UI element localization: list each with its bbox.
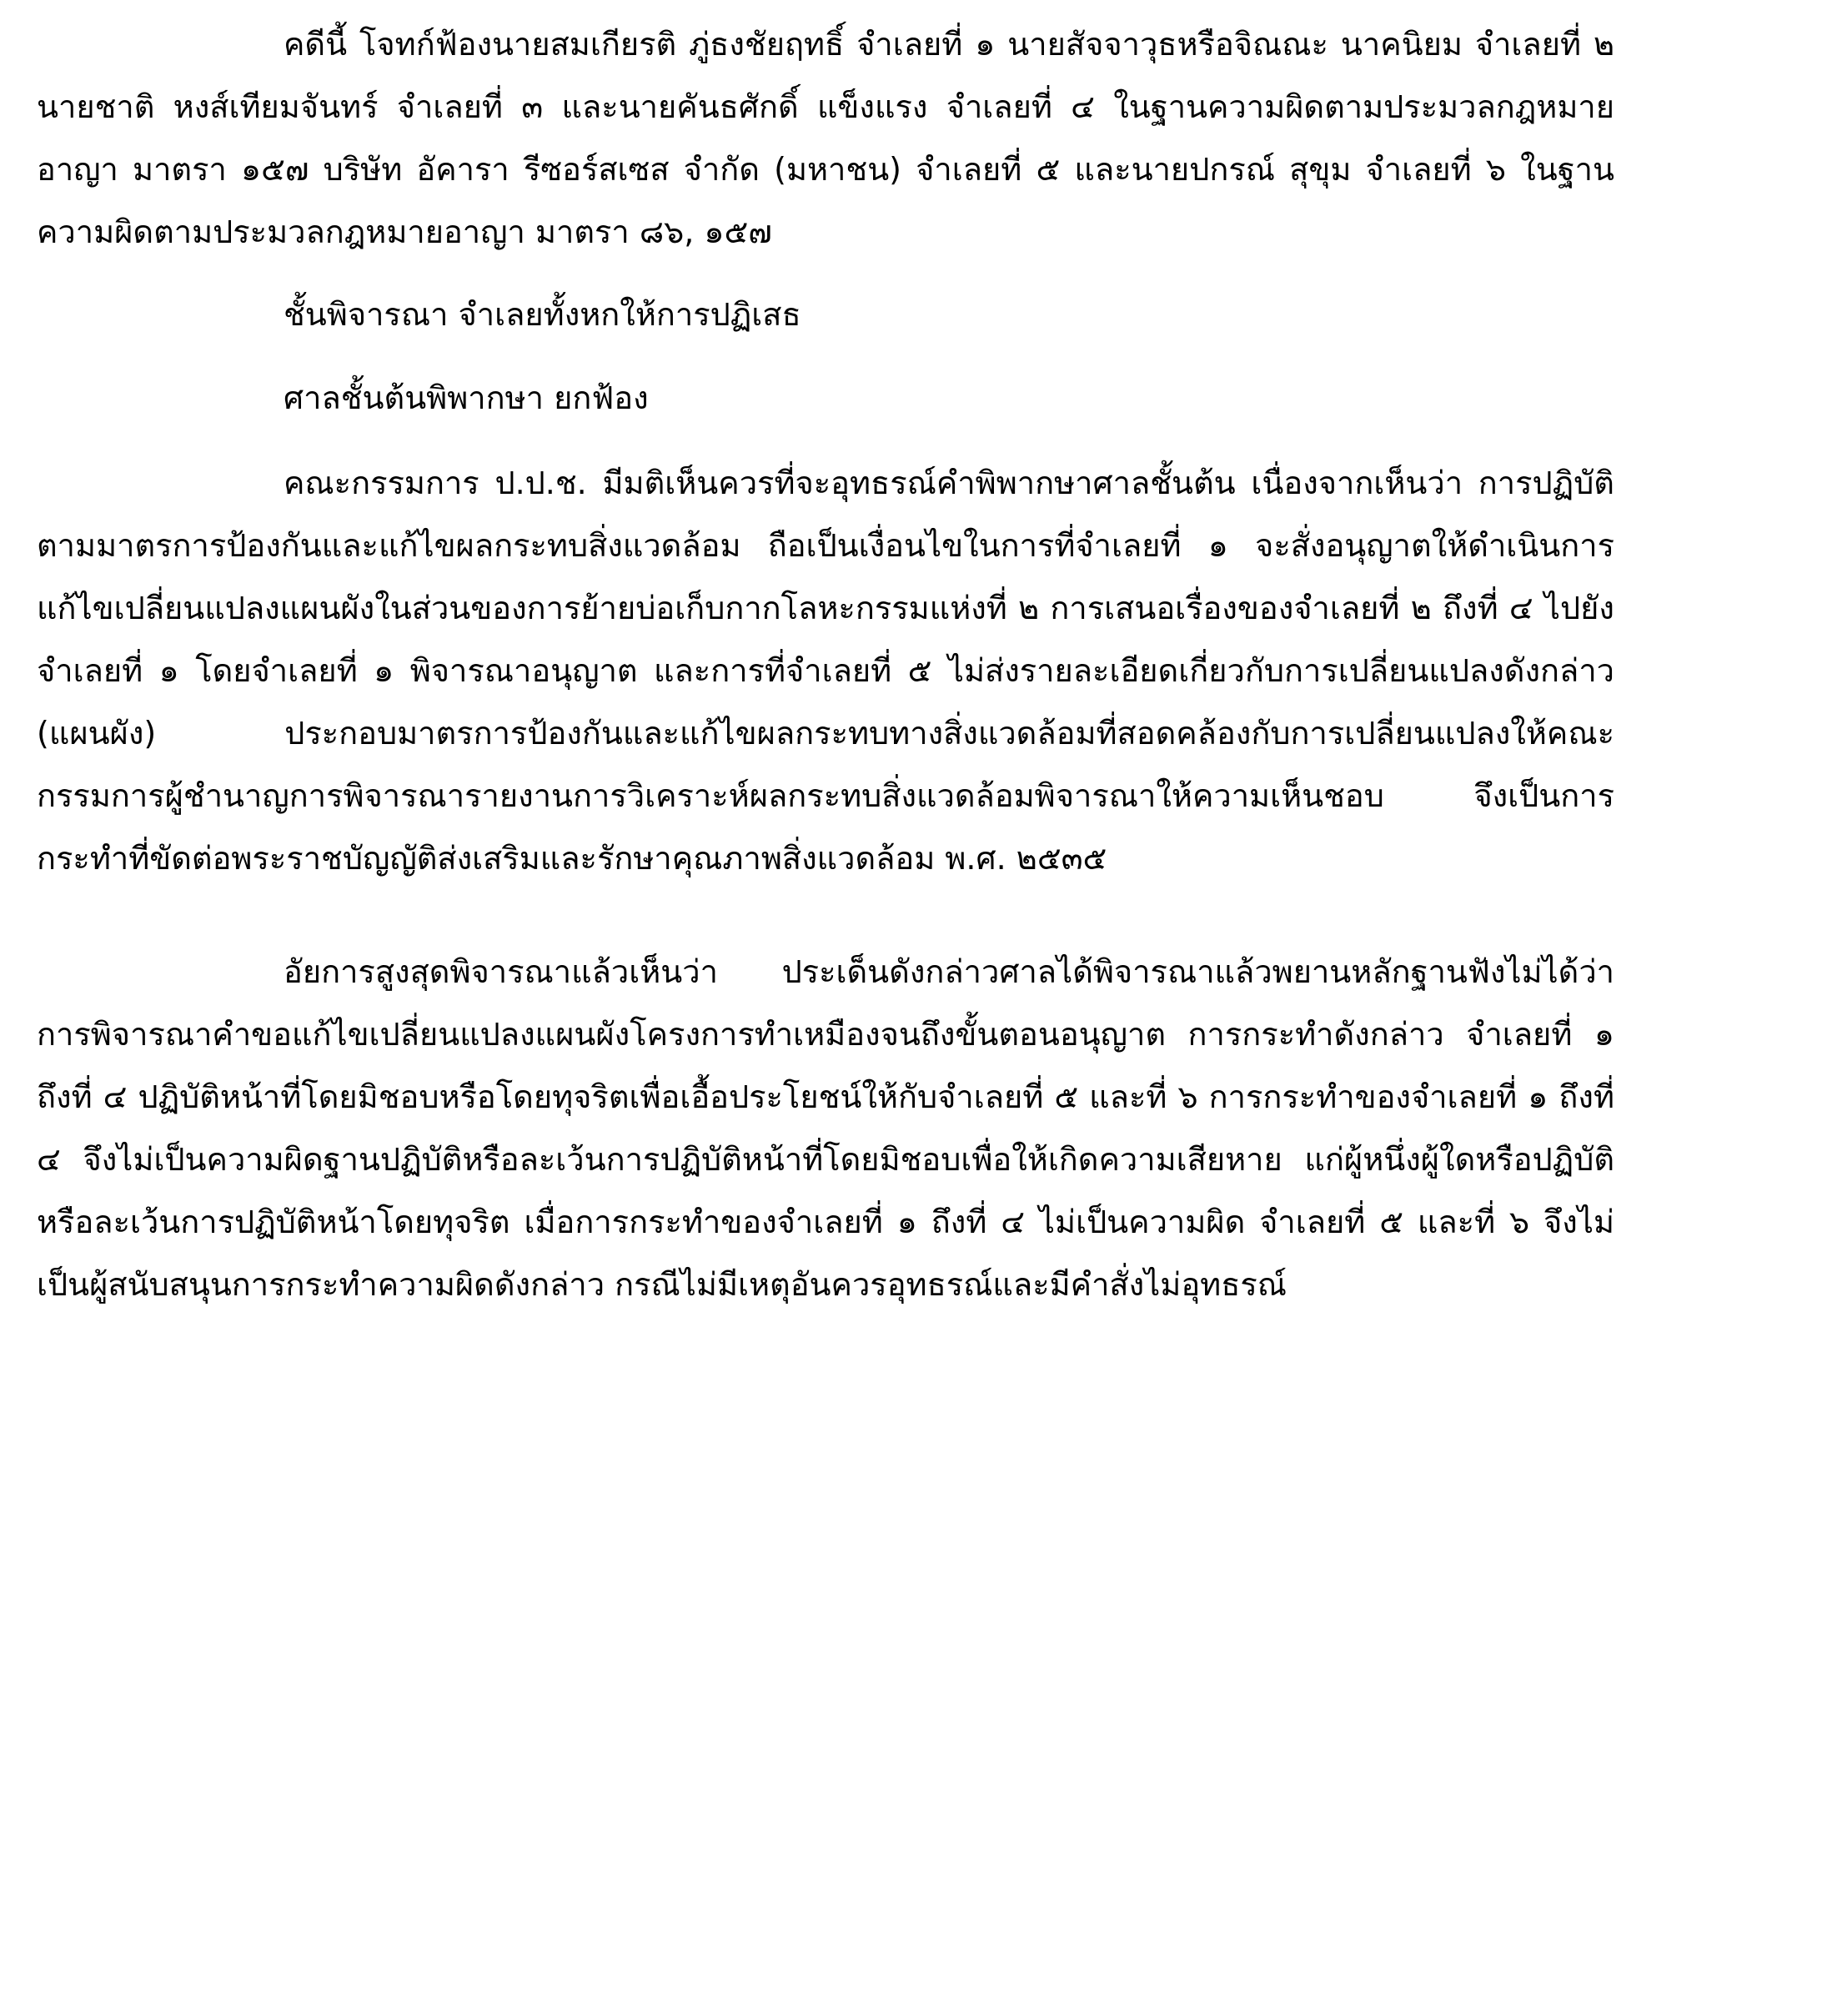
paragraph-plea: ชั้นพิจารณา จำเลยทั้งหกให้การปฏิเสธ <box>284 296 801 333</box>
paragraph-attorney-general-decision: อัยการสูงสุดพิจารณาแล้วเห็นว่า ประเด็นดังกล่าวศาลได้พิจารณาแล้วพยานหลักฐานฟังไม่ได้ว่า การพิจารณาคำขอแก้ไขเปลี่ยนแปลงแผนผังโครงการทำเหมืองจนถึงขั้นตอนอนุญาต การกระทำดังกล่าว จำเลยที่ ๑ ถึงที่ ๔ ปฏิบัติหน้าที่โดยมิชอบหรือโดยทุจริตเพื่อเอื้อประโยชน์ให้กับจำเลยที่ ๕ และที่ ๖ การกระทำของจำเลยที่ ๑ ถึงที่ ๔ จึงไม่เป็นความผิดฐานปฏิบัติหรือละเว้นการปฏิบัติหน้าที่โดยมิชอบเพื่อให้เกิดความเสียหาย แก่ผู้หนึ่งผู้ใดหรือปฏิบัติหรือละเว้นการปฏิบัติหน้าโดยทุจริต เมื่อการกระทำของจำเลยที่ ๑ ถึงที่ ๔ ไม่เป็นความผิด จำเลยที่ ๕ และที่ ๖ จึงไม่เป็นผู้สนับสนุนการกระทำความผิดดังกล่าว กรณีไม่มีเหตุอันควรอุทธรณ์และมีคำสั่งไม่อุทธรณ์ <box>37 953 1614 1303</box>
paragraph-nacc-opinion: คณะกรรมการ ป.ป.ช. มีมติเห็นควรที่จะอุทธรณ์คำพิพากษาศาลชั้นต้น เนื่องจากเห็นว่า การปฏิบัติตามมาตรการป้องกันและแก้ไขผลกระทบสิ่งแวดล้อม ถือเป็นเงื่อนไขในการที่จำเลยที่ ๑ จะสั่งอนุญาตให้ดำเนินการแก้ไขเปลี่ยนแปลงแผนผังในส่วนของการย้ายบ่อเก็บกากโลหะกรรมแห่งที่ ๒ การเสนอเรื่องของจำเลยที่ ๒ ถึงที่ ๔ ไปยังจำเลยที่ ๑ โดยจำเลยที่ ๑ พิจารณาอนุญาต และการที่จำเลยที่ ๕ ไม่ส่งรายละเอียดเกี่ยวกับการเปลี่ยนแปลงดังกล่าว (แผนผัง) ประกอบมาตรการป้องกันและแก้ไขผลกระทบทางสิ่งแวดล้อมที่สอดคล้องกับการเปลี่ยนแปลงให้คณะกรรมการผู้ชำนาญการพิจารณารายงานการวิเคราะห์ผลกระทบสิ่งแวดล้อมพิจารณาให้ความเห็นชอบ จึงเป็นการกระทำที่ขัดต่อพระราชบัญญัติส่งเสริมและรักษาคุณภาพสิ่งแวดล้อม พ.ศ. ๒๕๓๕ <box>37 465 1614 877</box>
paragraph-indictment: คดีนี้ โจทก์ฟ้องนายสมเกียรติ ภู่ธงชัยฤทธิ์ จำเลยที่ ๑ นายสัจจาวุธหรือจิณณะ นาคนิยม จำเลยที่ ๒ นายชาติ หงส์เทียมจันทร์ จำเลยที่ ๓ และนายคันธศักดิ์ แข็งแรง จำเลยที่ ๔ ในฐานความผิดตามประมวลกฎหมายอาญา มาตรา ๑๕๗ บริษัท อัคารา รีซอร์สเซส จำกัด (มหาชน) จำเลยที่ ๕ และนายปกรณ์ สุขุม จำเลยที่ ๖ ในฐานความผิดตามประมวลกฎหมายอาญา มาตรา ๘๖, ๑๕๗ <box>37 26 1614 250</box>
paragraph-first-instance-ruling: ศาลชั้นต้นพิพากษา ยกฟ้อง <box>284 380 649 416</box>
